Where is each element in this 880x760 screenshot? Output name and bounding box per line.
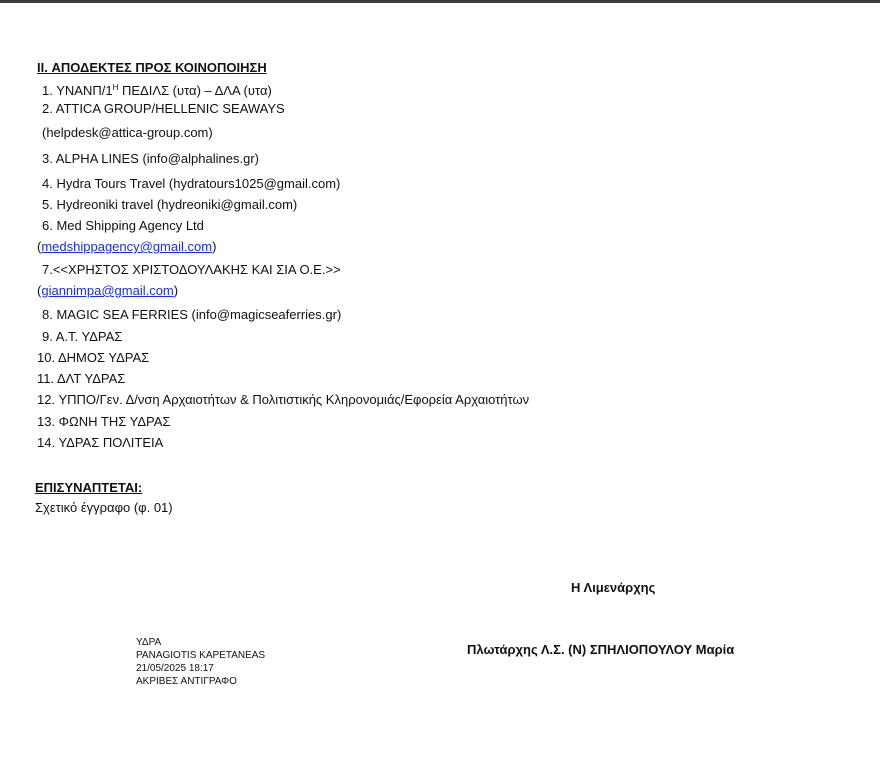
recipient-7-email-line: (giannimpa@gmail.com) [37, 283, 179, 298]
attachment-item: Σχετικό έγγραφο (φ. 01) [35, 500, 173, 515]
recipient-12: 12. ΥΠΠΟ/Γεν. Δ/νση Αρχαιοτήτων & Πολιτιστικής Κληρονομιάς/Εφορεία Αρχαιοτήτων [37, 392, 530, 407]
recipient-3: 3. ALPHA LINES (info@alphalines.gr) [42, 151, 259, 166]
signatory-name: Πλωτάρχης Λ.Σ. (Ν) ΣΠΗΛΙΟΠΟΥΛΟΥ Μαρία [467, 642, 735, 657]
stamp-location: ΥΔΡΑ [136, 637, 162, 648]
digital-signature-stamp [136, 636, 265, 688]
recipient-5: 5. Hydreoniki travel (hydreoniki@gmail.com) [42, 197, 298, 212]
recipient-6: 6. Med Shipping Agency Ltd [42, 218, 204, 233]
recipient-1-superscript: Η [112, 83, 119, 92]
stamp-certification: ΑΚΡΙΒΕΣ ΑΝΤΙΓΡΑΦΟ [136, 676, 237, 687]
recipient-1-text: 1. ΥΝΑΝΠ/1 [42, 83, 113, 98]
recipient-9: 9. Α.Τ. ΥΔΡΑΣ [42, 329, 123, 344]
recipient-8: 8. MAGIC SEA FERRIES (info@magicseaferries.gr) [42, 307, 342, 322]
recipient-2: 2. ATTICA GROUP/HELLENIC SEAWAYS [42, 101, 285, 116]
recipient-1-text-rest: ΠΕΔΙΛΣ (υτα) – ΔΛΑ (υτα) [118, 83, 272, 98]
recipient-6-email-link[interactable]: medshippagency@gmail.com [41, 239, 213, 254]
recipient-6-email-line: (medshippagency@gmail.com) [37, 239, 217, 254]
recipient-7-email-link[interactable]: giannimpa@gmail.com [41, 283, 174, 298]
recipient-10: 10. ΔΗΜΟΣ ΥΔΡΑΣ [37, 350, 150, 365]
attachments-title: ΕΠΙΣΥΝΑΠΤΕΤΑΙ: [35, 480, 143, 495]
recipient-7: 7.<<ΧΡΗΣΤΟΣ ΧΡΙΣΤΟΔΟΥΛΑΚΗΣ ΚΑΙ ΣΙΑ Ο.Ε.>> [42, 262, 341, 277]
recipient-14: 14. ΥΔΡΑΣ ΠΟΛΙΤΕΙΑ [37, 435, 164, 450]
recipient-2-email: (helpdesk@attica-group.com) [42, 125, 213, 140]
recipient-11: 11. ΔΛΤ ΥΔΡΑΣ [37, 371, 126, 386]
signatory-role: Η Λιμενάρχης [571, 580, 656, 595]
recipient-1 [42, 80, 272, 99]
recipient-13: 13. ΦΩΝΗ ΤΗΣ ΥΔΡΑΣ [37, 414, 171, 429]
recipient-4: 4. Hydra Tours Travel (hydratours1025@gmail.com) [42, 176, 341, 191]
stamp-timestamp: 21/05/2025 18:17 [136, 663, 214, 674]
stamp-signer: PANAGIOTIS KAPETANEAS [136, 650, 266, 661]
recipients-section-title: II. ΑΠΟΔΕΚΤΕΣ ΠΡΟΣ ΚΟΙΝΟΠΟΙΗΣΗ [37, 60, 267, 75]
